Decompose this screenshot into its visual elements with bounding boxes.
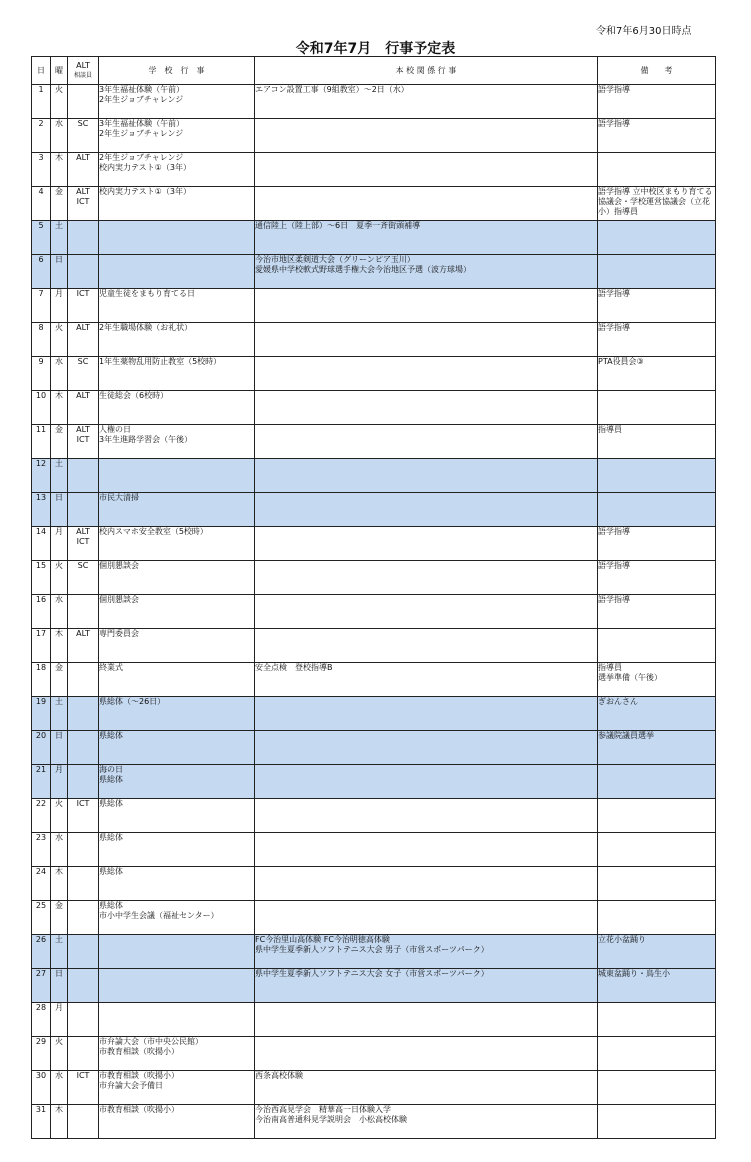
notes-cell xyxy=(598,459,716,493)
day-cell: 21 xyxy=(32,765,51,799)
notes-cell xyxy=(598,1071,716,1105)
staff-cell: ALT ICT xyxy=(68,527,99,561)
schedule-row xyxy=(32,493,716,527)
schedule-row xyxy=(32,697,716,731)
staff-cell xyxy=(68,765,99,799)
day-cell: 2 xyxy=(32,119,51,153)
weekday-cell: 日 xyxy=(51,969,68,1003)
notes-cell xyxy=(598,629,716,663)
day-cell: 24 xyxy=(32,867,51,901)
weekday-cell: 木 xyxy=(51,391,68,425)
day-cell: 6 xyxy=(32,255,51,289)
schedule-row xyxy=(32,1105,716,1139)
header-day: 日 xyxy=(32,57,51,85)
header-counselor-label: 相談員 xyxy=(73,72,92,79)
weekday-cell: 火 xyxy=(51,85,68,119)
school-event-cell: 2年生ジョブチャレンジ 校内実力テスト①（3年） xyxy=(99,153,255,187)
staff-cell: SC xyxy=(68,119,99,153)
weekday-cell: 火 xyxy=(51,561,68,595)
related-event-cell: 西条高校体験 xyxy=(255,1071,598,1105)
related-event-cell xyxy=(255,493,598,527)
staff-cell xyxy=(68,1037,99,1071)
notes-cell: 語学指導 xyxy=(598,561,716,595)
related-event-cell xyxy=(255,153,598,187)
notes-cell: 城東盆踊り・鳥生小 xyxy=(598,969,716,1003)
day-cell: 1 xyxy=(32,85,51,119)
weekday-cell: 水 xyxy=(51,357,68,391)
school-event-cell: 生徒総会（6校時） xyxy=(99,391,255,425)
weekday-cell: 金 xyxy=(51,663,68,697)
day-cell: 25 xyxy=(32,901,51,935)
notes-cell: 指導員 xyxy=(598,425,716,459)
school-event-cell: 県総体 市小中学生会議（福祉センター） xyxy=(99,901,255,935)
staff-cell xyxy=(68,459,99,493)
header-weekday: 曜 xyxy=(51,57,68,85)
schedule-row xyxy=(32,323,716,357)
weekday-cell: 木 xyxy=(51,153,68,187)
day-cell: 28 xyxy=(32,1003,51,1037)
staff-cell xyxy=(68,1003,99,1037)
school-event-cell: 3年生福祉体験（午前） 2年生ジョブチャレンジ xyxy=(99,119,255,153)
schedule-row xyxy=(32,731,716,765)
day-cell: 13 xyxy=(32,493,51,527)
related-event-cell: 安全点検 登校指導B xyxy=(255,663,598,697)
related-event-cell: 今治西高見学会 精華高一日体験入学 今治南高普通科見学説明会 小松高校体験 xyxy=(255,1105,598,1139)
school-event-cell xyxy=(99,935,255,969)
staff-cell xyxy=(68,833,99,867)
school-event-cell: 校内実力テスト①（3年） xyxy=(99,187,255,221)
weekday-cell: 水 xyxy=(51,595,68,629)
day-cell: 18 xyxy=(32,663,51,697)
notes-cell xyxy=(598,153,716,187)
related-event-cell xyxy=(255,697,598,731)
schedule-row xyxy=(32,1071,716,1105)
day-cell: 3 xyxy=(32,153,51,187)
school-event-cell: 個別懇談会 xyxy=(99,561,255,595)
related-event-cell xyxy=(255,1037,598,1071)
notes-cell xyxy=(598,765,716,799)
notes-cell: ぎおんさん xyxy=(598,697,716,731)
weekday-cell: 日 xyxy=(51,255,68,289)
staff-cell xyxy=(68,1105,99,1139)
header-alt-counselor xyxy=(68,57,99,85)
school-event-cell xyxy=(99,459,255,493)
staff-cell xyxy=(68,493,99,527)
day-cell: 31 xyxy=(32,1105,51,1139)
weekday-cell: 水 xyxy=(51,119,68,153)
day-cell: 16 xyxy=(32,595,51,629)
day-cell: 14 xyxy=(32,527,51,561)
schedule-row xyxy=(32,833,716,867)
notes-cell: 立花小盆踊り xyxy=(598,935,716,969)
notes-cell xyxy=(598,1037,716,1071)
related-event-cell xyxy=(255,391,598,425)
related-event-cell xyxy=(255,425,598,459)
day-cell: 19 xyxy=(32,697,51,731)
staff-cell xyxy=(68,731,99,765)
day-cell: 17 xyxy=(32,629,51,663)
header-row xyxy=(32,57,716,85)
notes-cell: 語学指導 xyxy=(598,323,716,357)
schedule-row xyxy=(32,527,716,561)
schedule-row xyxy=(32,289,716,323)
related-event-cell xyxy=(255,119,598,153)
day-cell: 26 xyxy=(32,935,51,969)
notes-cell xyxy=(598,799,716,833)
schedule-row xyxy=(32,255,716,289)
weekday-cell: 土 xyxy=(51,935,68,969)
schedule-row xyxy=(32,119,716,153)
staff-cell xyxy=(68,663,99,697)
school-event-cell: 専門委員会 xyxy=(99,629,255,663)
related-event-cell xyxy=(255,629,598,663)
weekday-cell: 金 xyxy=(51,187,68,221)
schedule-row xyxy=(32,459,716,493)
school-event-cell: 市教育相談（吹揚小） 市弁論大会予備日 xyxy=(99,1071,255,1105)
weekday-cell: 月 xyxy=(51,765,68,799)
notes-cell xyxy=(598,221,716,255)
school-event-cell: 市民大清掃 xyxy=(99,493,255,527)
schedule-table xyxy=(31,56,716,1139)
notes-cell xyxy=(598,493,716,527)
as-of-date: 令和7年6月30日時点 xyxy=(596,26,692,37)
schedule-row xyxy=(32,153,716,187)
notes-cell: 語学指導 xyxy=(598,85,716,119)
school-event-cell: 校内スマホ安全教室（5校時） xyxy=(99,527,255,561)
schedule-row xyxy=(32,425,716,459)
related-event-cell: FC今治里山高体験 FC今治明徳高体験 県中学生夏季新人ソフトテニス大会 男子（市営スポーツパーク） xyxy=(255,935,598,969)
weekday-cell: 日 xyxy=(51,731,68,765)
header-school-events: 学 校 行 事 xyxy=(99,57,255,85)
related-event-cell xyxy=(255,187,598,221)
schedule-row xyxy=(32,1003,716,1037)
day-cell: 30 xyxy=(32,1071,51,1105)
notes-cell xyxy=(598,391,716,425)
day-cell: 29 xyxy=(32,1037,51,1071)
school-event-cell: 2年生職場体験（お礼状） xyxy=(99,323,255,357)
header-alt-label: ALT xyxy=(76,61,90,70)
schedule-row xyxy=(32,663,716,697)
schedule-row xyxy=(32,765,716,799)
staff-cell: ALT xyxy=(68,391,99,425)
related-event-cell xyxy=(255,561,598,595)
staff-cell xyxy=(68,969,99,1003)
staff-cell xyxy=(68,867,99,901)
staff-cell xyxy=(68,85,99,119)
staff-cell: ALT xyxy=(68,153,99,187)
staff-cell: ALT xyxy=(68,323,99,357)
schedule-row xyxy=(32,561,716,595)
day-cell: 8 xyxy=(32,323,51,357)
staff-cell: ALT ICT xyxy=(68,425,99,459)
notes-cell: 語学指導 xyxy=(598,595,716,629)
schedule-row xyxy=(32,969,716,1003)
day-cell: 12 xyxy=(32,459,51,493)
school-event-cell: 3年生福祉体験（午前） 2年生ジョブチャレンジ xyxy=(99,85,255,119)
staff-cell xyxy=(68,255,99,289)
day-cell: 22 xyxy=(32,799,51,833)
day-cell: 20 xyxy=(32,731,51,765)
weekday-cell: 木 xyxy=(51,1105,68,1139)
schedule-row xyxy=(32,1037,716,1071)
staff-cell xyxy=(68,221,99,255)
school-event-cell: 海の日 県総体 xyxy=(99,765,255,799)
notes-cell xyxy=(598,255,716,289)
weekday-cell: 月 xyxy=(51,289,68,323)
day-cell: 10 xyxy=(32,391,51,425)
schedule-row xyxy=(32,357,716,391)
weekday-cell: 月 xyxy=(51,527,68,561)
notes-cell xyxy=(598,1105,716,1139)
related-event-cell xyxy=(255,867,598,901)
notes-cell xyxy=(598,901,716,935)
related-event-cell: 今治市地区柔剣道大会（グリーンピア玉川） 愛媛県中学校軟式野球選手権大会今治地区予選（波方球場） xyxy=(255,255,598,289)
school-event-cell: 1年生薬物乱用防止教室（5校時） xyxy=(99,357,255,391)
weekday-cell: 土 xyxy=(51,697,68,731)
school-event-cell: 児童生徒をまもり育てる日 xyxy=(99,289,255,323)
weekday-cell: 水 xyxy=(51,1071,68,1105)
staff-cell: ALT xyxy=(68,629,99,663)
related-event-cell xyxy=(255,833,598,867)
notes-cell: PTA役員会③ xyxy=(598,357,716,391)
notes-cell: 語学指導 xyxy=(598,289,716,323)
related-event-cell xyxy=(255,289,598,323)
related-event-cell: 通信陸上（陸上部）～6日 夏季一斉街頭補導 xyxy=(255,221,598,255)
staff-cell: ICT xyxy=(68,289,99,323)
related-event-cell xyxy=(255,765,598,799)
schedule-row xyxy=(32,85,716,119)
weekday-cell: 日 xyxy=(51,493,68,527)
notes-cell: 参議院議員選挙 xyxy=(598,731,716,765)
schedule-row xyxy=(32,595,716,629)
schedule-row xyxy=(32,629,716,663)
school-event-cell xyxy=(99,969,255,1003)
school-event-cell: 県総体（～26日） xyxy=(99,697,255,731)
weekday-cell: 火 xyxy=(51,1037,68,1071)
school-event-cell: 県総体 xyxy=(99,833,255,867)
day-cell: 4 xyxy=(32,187,51,221)
day-cell: 23 xyxy=(32,833,51,867)
weekday-cell: 土 xyxy=(51,221,68,255)
page-title: 令和7年7月 行事予定表 xyxy=(295,41,456,57)
weekday-cell: 土 xyxy=(51,459,68,493)
school-event-cell: 市教育相談（吹揚小） xyxy=(99,1105,255,1139)
schedule-row xyxy=(32,187,716,221)
school-event-cell: 県総体 xyxy=(99,799,255,833)
school-event-cell xyxy=(99,1003,255,1037)
weekday-cell: 金 xyxy=(51,901,68,935)
related-event-cell xyxy=(255,323,598,357)
related-event-cell xyxy=(255,459,598,493)
staff-cell xyxy=(68,595,99,629)
notes-cell xyxy=(598,867,716,901)
day-cell: 15 xyxy=(32,561,51,595)
day-cell: 7 xyxy=(32,289,51,323)
school-event-cell: 県総体 xyxy=(99,731,255,765)
related-event-cell xyxy=(255,1003,598,1037)
staff-cell: ALT ICT xyxy=(68,187,99,221)
schedule-row xyxy=(32,867,716,901)
weekday-cell: 金 xyxy=(51,425,68,459)
weekday-cell: 火 xyxy=(51,323,68,357)
header-related-events: 本 校 関 係 行 事 xyxy=(255,57,598,85)
school-event-cell: 県総体 xyxy=(99,867,255,901)
weekday-cell: 火 xyxy=(51,799,68,833)
related-event-cell xyxy=(255,901,598,935)
staff-cell xyxy=(68,697,99,731)
weekday-cell: 木 xyxy=(51,629,68,663)
schedule-row xyxy=(32,935,716,969)
related-event-cell xyxy=(255,527,598,561)
staff-cell: SC xyxy=(68,357,99,391)
related-event-cell xyxy=(255,799,598,833)
weekday-cell: 水 xyxy=(51,833,68,867)
weekday-cell: 木 xyxy=(51,867,68,901)
staff-cell: SC xyxy=(68,561,99,595)
staff-cell: ICT xyxy=(68,1071,99,1105)
day-cell: 9 xyxy=(32,357,51,391)
day-cell: 5 xyxy=(32,221,51,255)
notes-cell: 語学指導 xyxy=(598,119,716,153)
schedule-row xyxy=(32,391,716,425)
notes-cell: 指導員 選挙準備（午後） xyxy=(598,663,716,697)
related-event-cell: エアコン設置工事（9組教室）～2日（水） xyxy=(255,85,598,119)
staff-cell xyxy=(68,901,99,935)
header-notes: 備 考 xyxy=(598,57,716,85)
staff-cell xyxy=(68,935,99,969)
schedule-body xyxy=(32,85,716,1139)
related-event-cell xyxy=(255,595,598,629)
related-event-cell xyxy=(255,357,598,391)
school-event-cell: 人権の日 3年生進路学習会（午後） xyxy=(99,425,255,459)
schedule-row xyxy=(32,901,716,935)
related-event-cell: 県中学生夏季新人ソフトテニス大会 女子（市営スポーツパーク） xyxy=(255,969,598,1003)
day-cell: 11 xyxy=(32,425,51,459)
school-event-cell: 市弁論大会（市中央公民館） 市教育相談（吹揚小） xyxy=(99,1037,255,1071)
notes-cell: 語学指導 xyxy=(598,527,716,561)
notes-cell xyxy=(598,833,716,867)
notes-cell xyxy=(598,1003,716,1037)
school-event-cell: 終業式 xyxy=(99,663,255,697)
related-event-cell xyxy=(255,731,598,765)
school-event-cell: 個別懇談会 xyxy=(99,595,255,629)
school-event-cell xyxy=(99,255,255,289)
weekday-cell: 月 xyxy=(51,1003,68,1037)
staff-cell: ICT xyxy=(68,799,99,833)
school-event-cell xyxy=(99,221,255,255)
notes-cell: 語学指導 立中校区まもり育てる協議会・学校運営協議会（立花小）指導員 xyxy=(598,187,716,221)
day-cell: 27 xyxy=(32,969,51,1003)
schedule-row xyxy=(32,799,716,833)
schedule-row xyxy=(32,221,716,255)
